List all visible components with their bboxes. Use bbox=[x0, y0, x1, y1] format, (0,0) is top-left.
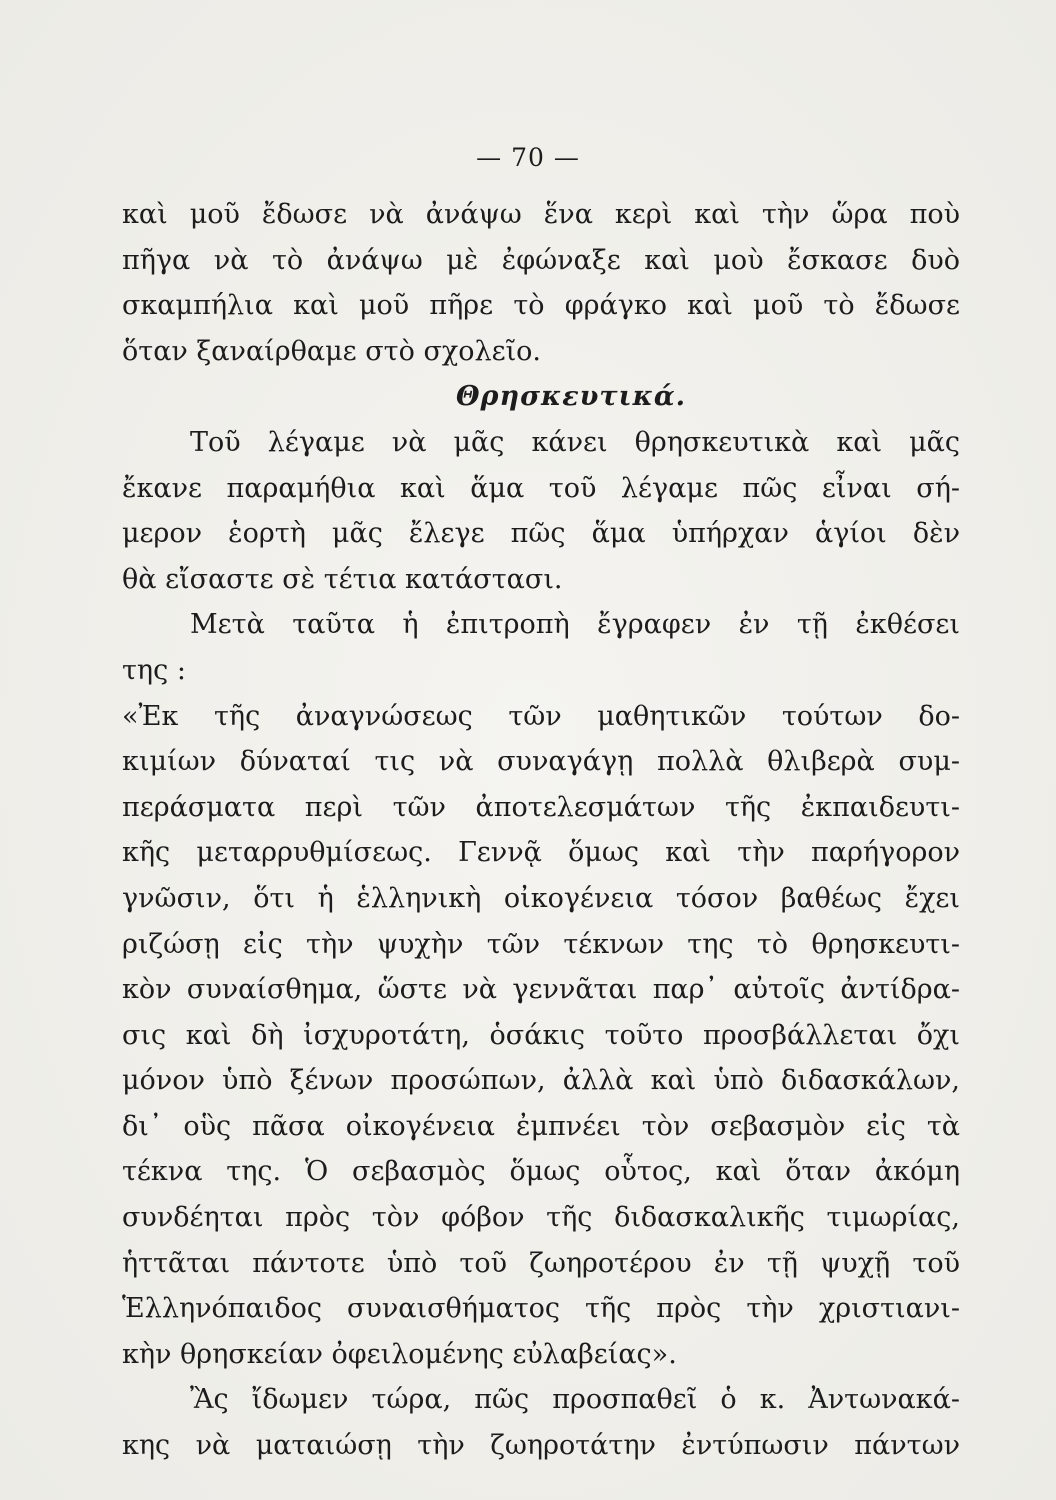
text-line: της : bbox=[122, 654, 186, 686]
text-line: Μετὰ ταῦτα ἡ ἐπιτροπὴ ἔγραφεν ἐν τῇ ἐκθέσει bbox=[190, 609, 960, 641]
text-line: καὶ μοῦ ἔδωσε νὰ ἀνάψω ἕνα κερὶ καὶ τὴν ὥρα ποὺ bbox=[122, 199, 960, 230]
quote-line: κῆς μεταρρυθμίσεως. Γεννᾷ ὅμως καὶ τὴν παρήγορον bbox=[122, 837, 960, 869]
quote-line: γνῶσιν, ὅτι ἡ ἑλληνικὴ οἰκογένεια τόσον βαθέως ἔχει bbox=[122, 882, 960, 914]
text-line: σκαμπήλια καὶ μοῦ πῆρε τὸ φράγκο καὶ μοῦ τὸ ἔδωσε bbox=[122, 290, 960, 322]
text-line: θὰ εἴσαστε σὲ τέτια κατάστασι. bbox=[122, 563, 563, 595]
quote-line: κὴν θρησκείαν ὀφειλομένης εὐλαβείας». bbox=[122, 1338, 677, 1370]
text-line: ἔκανε παραμήθια καὶ ἅμα τοῦ λέγαμε πῶς εἶναι σή- bbox=[122, 472, 960, 504]
quote-line: δι᾽ οὓς πᾶσα οἰκογένεια ἐμπνέει τὸν σεβασμὸν εἰς τὰ bbox=[122, 1110, 960, 1142]
quote-line: μόνον ὑπὸ ξένων προσώπων, ἀλλὰ καὶ ὑπὸ διδασκάλων, bbox=[122, 1065, 960, 1097]
quote-line: συνδέηται πρὸς τὸν φόβον τῆς διδασκαλικῆς τιμωρίας, bbox=[122, 1202, 960, 1234]
quote-line: περάσματα περὶ τῶν ἀποτελεσμάτων τῆς ἐκπαιδευτι- bbox=[122, 791, 960, 823]
text-line: ὅταν ξαναίρθαμε στὸ σχολεῖο. bbox=[122, 335, 542, 367]
quote-line: Ἑλληνόπαιδος συναισθήματος τῆς πρὸς τὴν χριστιανι- bbox=[122, 1293, 960, 1325]
text-line: Τοῦ λέγαμε νὰ μᾶς κάνει θρησκευτικὰ καὶ μᾶς bbox=[190, 426, 960, 458]
text-line: πῆγα νὰ τὸ ἀνάψω μὲ ἐφώναξε καὶ μοὺ ἔσκασε δυὸ bbox=[122, 244, 960, 276]
section-heading: Θρησκευτικά. bbox=[455, 381, 687, 413]
quote-line: κὸν συναίσθημα, ὥστε νὰ γεννᾶται παρ᾽ αὐτοῖς ἀντίδρα- bbox=[122, 974, 960, 1006]
quote-line: ἡττᾶται πάντοτε ὑπὸ τοῦ ζωηροτέρου ἐν τῇ ψυχῇ τοῦ bbox=[122, 1247, 960, 1279]
body-text bbox=[122, 192, 960, 1469]
quote-line: τέκνα της. Ὁ σεβασμὸς ὅμως οὗτος, καὶ ὅταν ἀκόμη bbox=[122, 1156, 960, 1188]
page-number: — 70 — bbox=[476, 143, 580, 172]
text-line: κης νὰ ματαιώσῃ τὴν ζωηροτάτην ἐντύπωσιν πάντων bbox=[122, 1430, 960, 1462]
text-line: μερον ἑορτὴ μᾶς ἔλεγε πῶς ἅμα ὑπήρχαν ἁγίοι δὲν bbox=[122, 518, 960, 550]
quote-line: ριζώσῃ εἰς τὴν ψυχὴν τῶν τέκνων της τὸ θρησκευτι- bbox=[122, 928, 960, 960]
text-line: Ἂς ἴδωμεν τώρα, πῶς προσπαθεῖ ὁ κ. Ἀντωνακά- bbox=[190, 1384, 960, 1416]
quote-line: σις καὶ δὴ ἰσχυροτάτη, ὁσάκις τοῦτο προσβάλλεται ὄχι bbox=[122, 1019, 960, 1051]
quote-line: κιμίων δύναταί τις νὰ συναγάγῃ πολλὰ θλιβερὰ συμ- bbox=[122, 746, 960, 778]
quote-line: «Ἐκ τῆς ἀναγνώσεως τῶν μαθητικῶν τούτων δο- bbox=[122, 700, 960, 732]
